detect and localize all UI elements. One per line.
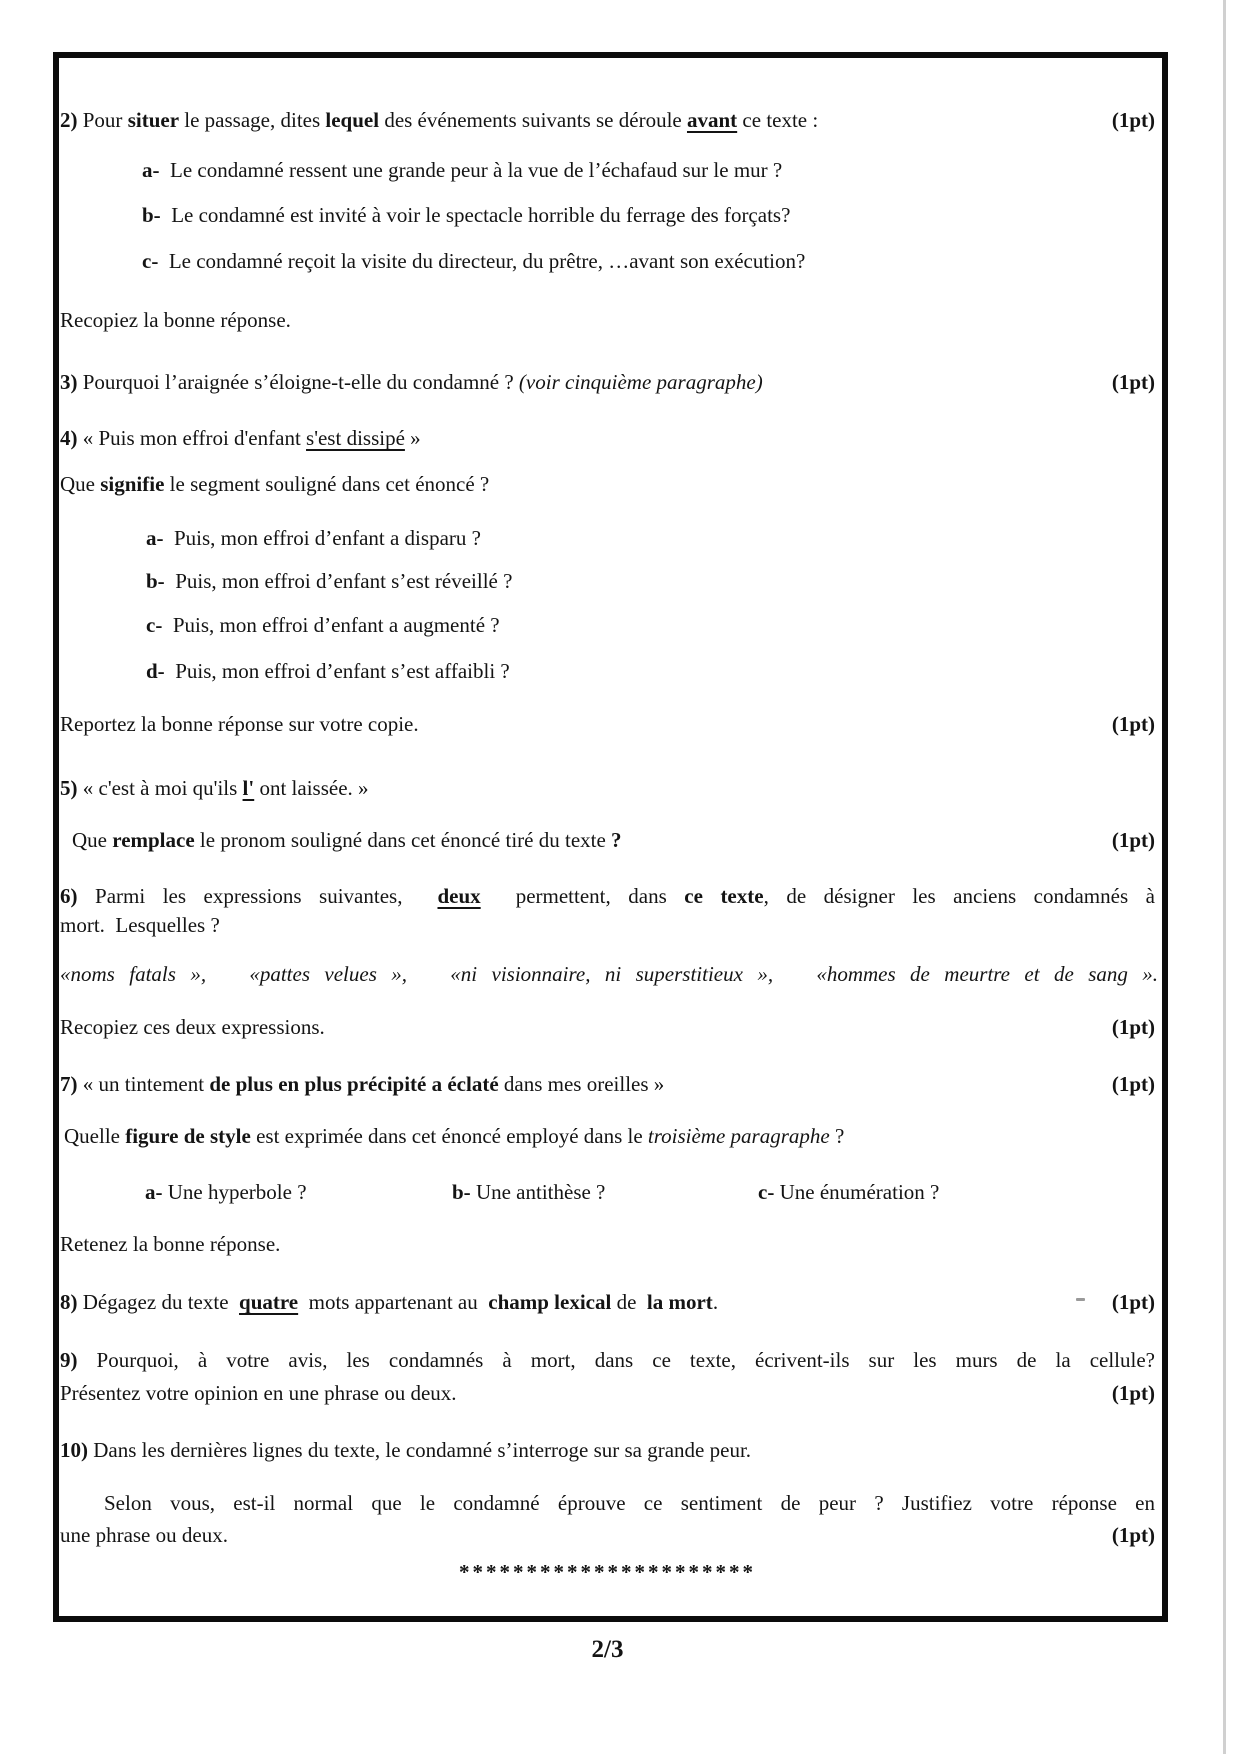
question-5-quote-text: ont laissée. » (254, 776, 369, 800)
question-6-line1 (60, 882, 1155, 910)
question-3-text: 3) (60, 370, 78, 394)
question-5-stem-text: ? (611, 828, 622, 852)
question-4-option-b (146, 567, 512, 595)
question-8-text: de (611, 1290, 647, 1314)
question-7-option-a-text: Une hyperbole ? (162, 1180, 307, 1204)
question-4-option-d (146, 657, 510, 685)
question-4-instruction (60, 710, 1155, 738)
question-6-line1-text: permettent, dans (480, 884, 685, 908)
question-2 (60, 106, 1155, 134)
question-6-expressions-text (407, 962, 450, 986)
question-2-text: ce texte : (737, 108, 819, 132)
question-2-option-c-text: c- (142, 249, 159, 273)
question-6-line1-text: , de désigner les anciens condamnés à (763, 884, 1155, 908)
question-2-text: avant (686, 108, 738, 132)
question-7-stem-text: troisième paragraphe (647, 1124, 830, 1148)
question-2-text: 2) (60, 108, 78, 132)
question-6-line1-text: ce texte (684, 884, 764, 908)
question-7-quote-text: dans mes oreilles » (498, 1072, 665, 1096)
question-4-option-a-text: Puis, mon effroi d’enfant a disparu ? (163, 526, 481, 550)
question-6-line2-text: mort. Lesquelles ? (60, 913, 220, 937)
question-4-option-d-text: Puis, mon effroi d’enfant s’est affaibli ? (164, 659, 510, 683)
question-8-text: mots appartenant au (298, 1290, 489, 1314)
question-2-text: situer (127, 108, 180, 132)
question-4-stem-text: le segment souligné dans cet énoncé ? (164, 472, 490, 496)
question-10-line2 (104, 1489, 1155, 1517)
points-badge: (1pt) (1111, 1290, 1155, 1314)
question-8-text: . (712, 1290, 719, 1314)
question-8-text: Dégagez du texte (77, 1290, 240, 1314)
question-7-stem (64, 1122, 844, 1150)
question-3 (60, 368, 1155, 396)
question-10-line2-text: Selon vous, est-il normal que le condamné éprouve ce sentiment de peur ? Justifiez votre réponse en (104, 1491, 1155, 1515)
question-5-quote-text: « c'est à moi qu'ils (77, 776, 243, 800)
points-badge: (1pt) (1111, 370, 1155, 394)
question-4-option-b-text: b- (146, 569, 165, 593)
question-3-text: (voir cinquième paragraphe) (518, 370, 763, 394)
question-4-instruction-text: Reportez la bonne réponse sur votre copie. (60, 712, 419, 736)
question-4-option-a (146, 524, 481, 552)
question-2-option-b (142, 201, 790, 229)
question-7-option-a (145, 1178, 307, 1206)
question-8 (60, 1288, 1155, 1316)
question-7-stem-text: figure de style (125, 1124, 251, 1148)
question-4-option-c-text: c- (146, 613, 163, 637)
question-5-stem (72, 826, 1155, 854)
question-6-line2 (60, 911, 220, 939)
question-2-option-c-text: Le condamné reçoit la visite du directeur, du prêtre, …avant son exécution? (158, 249, 806, 273)
points-badge: (1pt) (1111, 1015, 1155, 1039)
question-2-option-b-text: b- (142, 203, 161, 227)
question-6-instruction (60, 1013, 1155, 1041)
question-7-option-b-text: b- (452, 1180, 471, 1204)
question-6-expressions-text: «pattes velues », (249, 962, 408, 986)
question-2-option-a (142, 156, 782, 184)
question-7-quote-text: 7) (60, 1072, 78, 1096)
question-9-line1-text: 9) (60, 1348, 78, 1372)
question-2-option-a-text: Le condamné ressent une grande peur à la vue de l’échafaud sur le mur ? (159, 158, 783, 182)
question-5-stem-text: remplace (112, 828, 195, 852)
question-6-expressions (60, 960, 1158, 988)
question-9-line2-text: Présentez votre opinion en une phrase ou deux. (60, 1381, 457, 1405)
question-6-line1-text: 6) (60, 884, 78, 908)
question-2-instruction (60, 306, 291, 334)
question-4-option-a-text: a- (146, 526, 164, 550)
scan-artifact-dash (1076, 1298, 1085, 1301)
points-badge: (1pt) (1111, 828, 1155, 852)
question-10-line3-text: une phrase ou deux. (60, 1523, 228, 1547)
question-2-instruction-text: Recopiez la bonne réponse. (60, 308, 291, 332)
points-badge: (1pt) (1111, 1523, 1155, 1547)
points-badge: (1pt) (1111, 1381, 1155, 1405)
question-9-line1 (60, 1346, 1155, 1374)
question-6-instruction-text: Recopiez ces deux expressions. (60, 1015, 325, 1039)
question-2-text: lequel (325, 108, 380, 132)
question-7-stem-text: est exprimée dans cet énoncé employé dans le (250, 1124, 648, 1148)
points-badge: (1pt) (1111, 108, 1155, 132)
points-badge: (1pt) (1111, 712, 1155, 736)
question-4-option-c-text: Puis, mon effroi d’enfant a augmenté ? (162, 613, 500, 637)
question-7-stem-text: ? (829, 1124, 845, 1148)
question-4-quote-text: 4) (60, 426, 78, 450)
question-10-line1 (60, 1436, 751, 1464)
question-7-quote (60, 1070, 1155, 1098)
question-7-instruction (60, 1230, 280, 1258)
scan-artifact-vertical-line (1223, 0, 1226, 1754)
question-9-line2 (60, 1379, 1155, 1407)
question-7-option-c-text: Une énumération ? (774, 1180, 940, 1204)
question-7-option-a-text: a- (145, 1180, 163, 1204)
question-4-quote-text: s'est dissipé (306, 426, 405, 450)
question-7-quote-text: « un tintement (77, 1072, 210, 1096)
question-7-option-b (452, 1178, 605, 1206)
question-2-text: Pour (77, 108, 128, 132)
question-4-quote (60, 424, 421, 452)
question-5-quote-text: 5) (60, 776, 78, 800)
question-7-stem-text: Quelle (64, 1124, 126, 1148)
question-5-stem-text: le pronom souligné dans cet énoncé tiré du texte (194, 828, 612, 852)
question-6-expressions-text: «hommes de meurtre et de sang ». (816, 962, 1159, 986)
page-number: 2/3 (591, 1636, 624, 1663)
question-7-option-c-text: c- (758, 1180, 775, 1204)
question-6-line1-text: deux (437, 884, 481, 908)
question-2-option-b-text: Le condamné est invité à voir le spectacle horrible du ferrage des forçats? (160, 203, 791, 227)
question-6-line1-text: Parmi les expressions suivantes, (77, 884, 438, 908)
question-6-expressions-text (206, 962, 249, 986)
question-4-stem-text: Que (60, 472, 101, 496)
question-8-text: quatre (239, 1290, 299, 1314)
question-4-quote-text: « Puis mon effroi d'enfant (77, 426, 307, 450)
question-10-line3 (60, 1521, 1155, 1549)
question-5-stem-text: Que (72, 828, 113, 852)
question-9-line1-text: Pourquoi, à votre avis, les condamnés à mort, dans ce texte, écrivent-ils sur les murs de la cellule? (77, 1348, 1155, 1372)
question-3-text: Pourquoi l’araignée s’éloigne-t-elle du condamné ? (77, 370, 519, 394)
question-4-option-d-text: d- (146, 659, 165, 683)
question-2-text: des événements suivants se déroule (379, 108, 687, 132)
question-4-quote-text: » (404, 426, 421, 450)
question-7-quote-text: de plus en plus précipité a éclaté (209, 1072, 499, 1096)
question-7-instruction-text: Retenez la bonne réponse. (60, 1232, 281, 1256)
question-5-quote-text: l' (242, 776, 255, 800)
question-7-option-c (758, 1178, 939, 1206)
question-8-text: champ lexical (488, 1290, 612, 1314)
question-6-expressions-text: «noms fatals », (60, 962, 207, 986)
question-4-option-c (146, 611, 500, 639)
question-8-text: la mort (646, 1290, 713, 1314)
question-2-option-a-text: a- (142, 158, 160, 182)
question-2-option-c (142, 247, 805, 275)
points-badge: (1pt) (1111, 1072, 1155, 1096)
question-4-option-b-text: Puis, mon effroi d’enfant s’est réveillé ? (164, 569, 513, 593)
question-4-stem-text: signifie (100, 472, 165, 496)
question-7-option-b-text: Une antithèse ? (470, 1180, 606, 1204)
question-2-text: le passage, dites (179, 108, 326, 132)
question-6-expressions-text (773, 962, 816, 986)
question-8-text: 8) (60, 1290, 78, 1314)
question-4-stem (60, 470, 489, 498)
question-10-line1-text: 10) (60, 1438, 88, 1462)
asterisk-separator: ********************** (459, 1560, 756, 1584)
question-10-line1-text: Dans les dernières lignes du texte, le condamné s’interroge sur sa grande peur. (88, 1438, 752, 1462)
question-6-expressions-text: «ni visionnaire, ni superstitieux », (450, 962, 774, 986)
question-5-quote (60, 774, 369, 802)
